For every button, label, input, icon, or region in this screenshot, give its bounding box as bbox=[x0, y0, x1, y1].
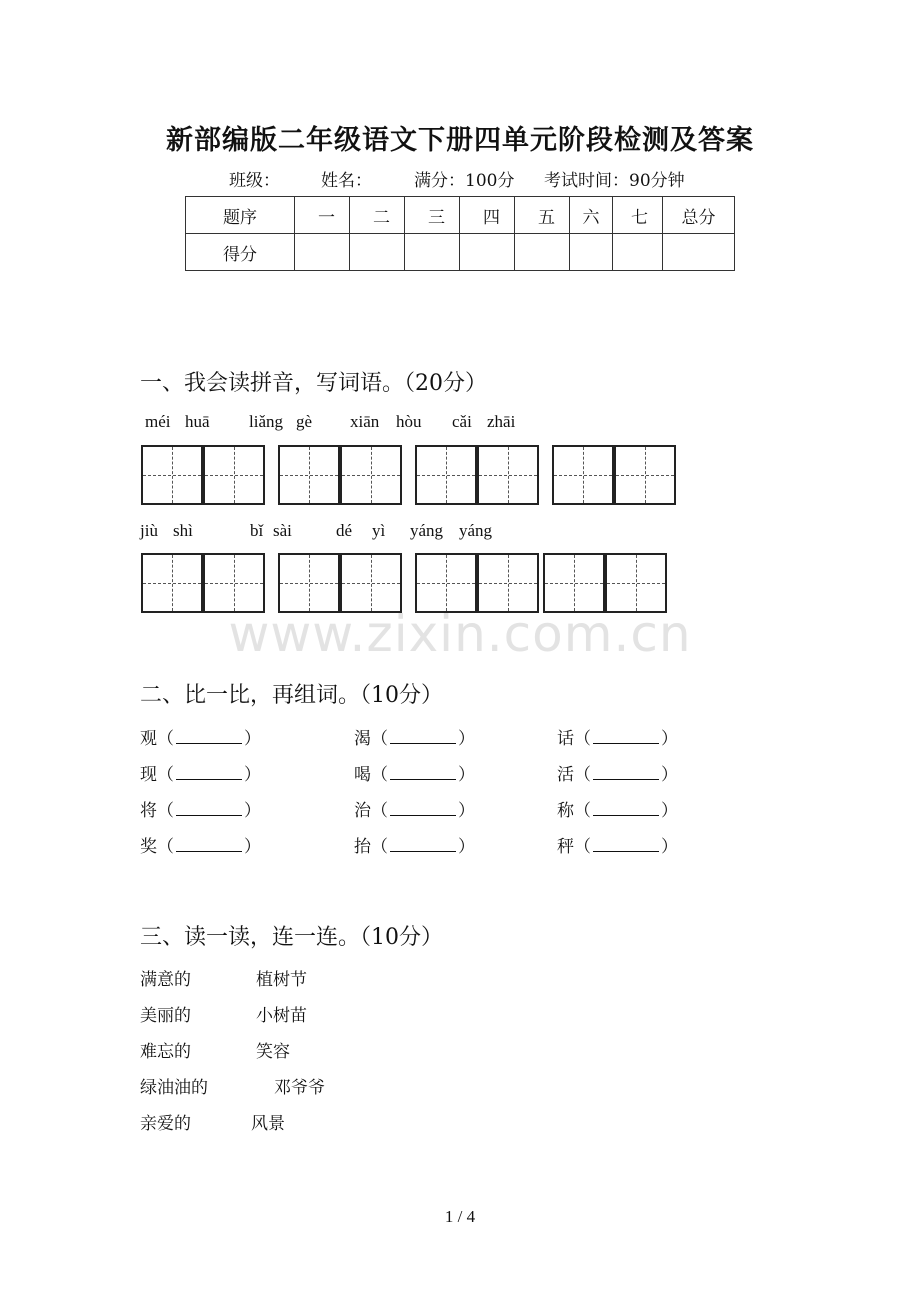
writing-grid[interactable] bbox=[543, 553, 605, 613]
pinyin: bǐ bbox=[250, 521, 264, 540]
compare-item bbox=[557, 724, 678, 749]
match-right-item[interactable]: 风景 bbox=[251, 1114, 285, 1134]
answer-blank[interactable] bbox=[176, 766, 242, 780]
answer-blank[interactable] bbox=[593, 766, 659, 780]
writing-grid[interactable] bbox=[605, 553, 667, 613]
match-right-item[interactable]: 小树苗 bbox=[256, 1006, 307, 1026]
pinyin: liǎng bbox=[249, 412, 283, 431]
writing-grid[interactable] bbox=[141, 445, 203, 505]
writing-grid[interactable] bbox=[614, 445, 676, 505]
close-paren: ） bbox=[661, 729, 678, 749]
exam-time-label: 考试时间：90分钟 bbox=[544, 171, 685, 191]
compare-item bbox=[140, 760, 261, 785]
close-paren: ） bbox=[661, 765, 678, 785]
score-cell[interactable] bbox=[570, 234, 613, 271]
score-cell[interactable] bbox=[350, 234, 405, 271]
score-table bbox=[185, 196, 735, 271]
score-header-label: 题序 bbox=[186, 197, 295, 234]
compare-item bbox=[557, 796, 678, 821]
open-paren: （ bbox=[574, 729, 591, 749]
match-right-item[interactable]: 笑容 bbox=[256, 1042, 290, 1062]
class-label: 班级： bbox=[229, 171, 280, 191]
open-paren: （ bbox=[157, 837, 174, 857]
match-right-item[interactable]: 植树节 bbox=[256, 970, 307, 990]
compare-char: 渴 bbox=[354, 729, 371, 749]
page-title: 新部编版二年级语文下册四单元阶段检测及答案 bbox=[166, 125, 754, 156]
match-left-item[interactable]: 难忘的 bbox=[140, 1042, 191, 1062]
answer-blank[interactable] bbox=[593, 838, 659, 852]
score-cell[interactable] bbox=[460, 234, 515, 271]
pinyin: xiān bbox=[350, 412, 380, 431]
score-header-total: 总分 bbox=[663, 197, 735, 234]
compare-item bbox=[354, 724, 475, 749]
score-table-header-row bbox=[186, 197, 735, 234]
answer-blank[interactable] bbox=[176, 838, 242, 852]
match-left-item[interactable]: 满意的 bbox=[140, 970, 191, 990]
open-paren: （ bbox=[157, 765, 174, 785]
compare-item bbox=[354, 796, 475, 821]
compare-char: 观 bbox=[140, 729, 157, 749]
compare-char: 秤 bbox=[557, 837, 574, 857]
compare-item bbox=[557, 760, 678, 785]
section-2-title: 二、比一比，再组词。（10分） bbox=[140, 683, 443, 708]
compare-char: 抬 bbox=[354, 837, 371, 857]
pinyin: méi bbox=[145, 412, 171, 431]
close-paren: ） bbox=[458, 729, 475, 749]
score-table-row bbox=[186, 234, 735, 271]
score-header-5: 五 bbox=[515, 197, 570, 234]
open-paren: （ bbox=[371, 765, 388, 785]
match-left-item[interactable]: 绿油油的 bbox=[140, 1078, 208, 1098]
compare-char: 话 bbox=[557, 729, 574, 749]
answer-blank[interactable] bbox=[176, 730, 242, 744]
score-header-4: 四 bbox=[460, 197, 515, 234]
pinyin: gè bbox=[296, 412, 313, 431]
name-label: 姓名： bbox=[321, 171, 372, 191]
score-header-6: 六 bbox=[570, 197, 613, 234]
writing-grid[interactable] bbox=[477, 553, 539, 613]
writing-grid[interactable] bbox=[552, 445, 614, 505]
writing-grid[interactable] bbox=[278, 445, 340, 505]
answer-blank[interactable] bbox=[390, 766, 456, 780]
writing-grid[interactable] bbox=[203, 553, 265, 613]
compare-char: 喝 bbox=[354, 765, 371, 785]
close-paren: ） bbox=[244, 729, 261, 749]
compare-char: 治 bbox=[354, 801, 371, 821]
score-cell[interactable] bbox=[295, 234, 350, 271]
writing-grid[interactable] bbox=[340, 445, 402, 505]
score-header-1: 一 bbox=[295, 197, 350, 234]
writing-grid[interactable] bbox=[477, 445, 539, 505]
compare-item bbox=[140, 796, 261, 821]
page-number: 1 / 4 bbox=[444, 1207, 476, 1226]
answer-blank[interactable] bbox=[176, 802, 242, 816]
section-3-title: 三、读一读，连一连。（10分） bbox=[140, 925, 443, 950]
open-paren: （ bbox=[157, 729, 174, 749]
answer-blank[interactable] bbox=[593, 802, 659, 816]
close-paren: ） bbox=[458, 765, 475, 785]
pinyin: huā bbox=[185, 412, 210, 431]
open-paren: （ bbox=[371, 837, 388, 857]
writing-grid[interactable] bbox=[415, 553, 477, 613]
writing-grid[interactable] bbox=[203, 445, 265, 505]
writing-grid[interactable] bbox=[415, 445, 477, 505]
answer-blank[interactable] bbox=[390, 838, 456, 852]
compare-item bbox=[354, 832, 475, 857]
close-paren: ） bbox=[458, 801, 475, 821]
close-paren: ） bbox=[244, 765, 261, 785]
answer-blank[interactable] bbox=[390, 730, 456, 744]
watermark: www.zixin.com.cn bbox=[228, 605, 692, 663]
score-cell[interactable] bbox=[405, 234, 460, 271]
open-paren: （ bbox=[371, 801, 388, 821]
score-row-label: 得分 bbox=[186, 234, 295, 271]
score-header-7: 七 bbox=[613, 197, 663, 234]
compare-item bbox=[140, 724, 261, 749]
score-cell[interactable] bbox=[515, 234, 570, 271]
close-paren: ） bbox=[661, 837, 678, 857]
pinyin: yáng bbox=[410, 521, 444, 540]
compare-char: 现 bbox=[140, 765, 157, 785]
writing-grid[interactable] bbox=[141, 553, 203, 613]
writing-grid[interactable] bbox=[340, 553, 402, 613]
close-paren: ） bbox=[458, 837, 475, 857]
pinyin: cǎi bbox=[452, 412, 472, 431]
pinyin: hòu bbox=[396, 412, 422, 431]
compare-item bbox=[354, 760, 475, 785]
compare-item bbox=[557, 832, 678, 857]
pinyin: dé bbox=[336, 521, 353, 540]
section-1-title: 一、我会读拼音，写词语。（20分） bbox=[140, 371, 487, 396]
compare-char: 称 bbox=[557, 801, 574, 821]
close-paren: ） bbox=[244, 837, 261, 857]
answer-blank[interactable] bbox=[593, 730, 659, 744]
match-right-item[interactable]: 邓爷爷 bbox=[274, 1078, 325, 1098]
open-paren: （ bbox=[574, 837, 591, 857]
compare-char: 将 bbox=[140, 801, 157, 821]
open-paren: （ bbox=[574, 801, 591, 821]
close-paren: ） bbox=[661, 801, 678, 821]
writing-grid[interactable] bbox=[278, 553, 340, 613]
pinyin: yì bbox=[372, 521, 386, 540]
pinyin: yáng bbox=[459, 521, 493, 540]
open-paren: （ bbox=[157, 801, 174, 821]
compare-item bbox=[140, 832, 261, 857]
pinyin: shì bbox=[173, 521, 193, 540]
close-paren: ） bbox=[244, 801, 261, 821]
answer-blank[interactable] bbox=[390, 802, 456, 816]
pinyin: sài bbox=[273, 521, 292, 540]
compare-char: 奖 bbox=[140, 837, 157, 857]
pinyin: zhāi bbox=[487, 412, 516, 431]
compare-char: 活 bbox=[557, 765, 574, 785]
open-paren: （ bbox=[371, 729, 388, 749]
full-score-label: 满分：100分 bbox=[414, 171, 515, 191]
score-cell[interactable] bbox=[613, 234, 663, 271]
match-left-item[interactable]: 亲爱的 bbox=[140, 1114, 191, 1134]
score-cell[interactable] bbox=[663, 234, 735, 271]
score-header-3: 三 bbox=[405, 197, 460, 234]
open-paren: （ bbox=[574, 765, 591, 785]
match-left-item[interactable]: 美丽的 bbox=[140, 1006, 191, 1026]
score-header-2: 二 bbox=[350, 197, 405, 234]
pinyin: jiù bbox=[140, 521, 158, 540]
